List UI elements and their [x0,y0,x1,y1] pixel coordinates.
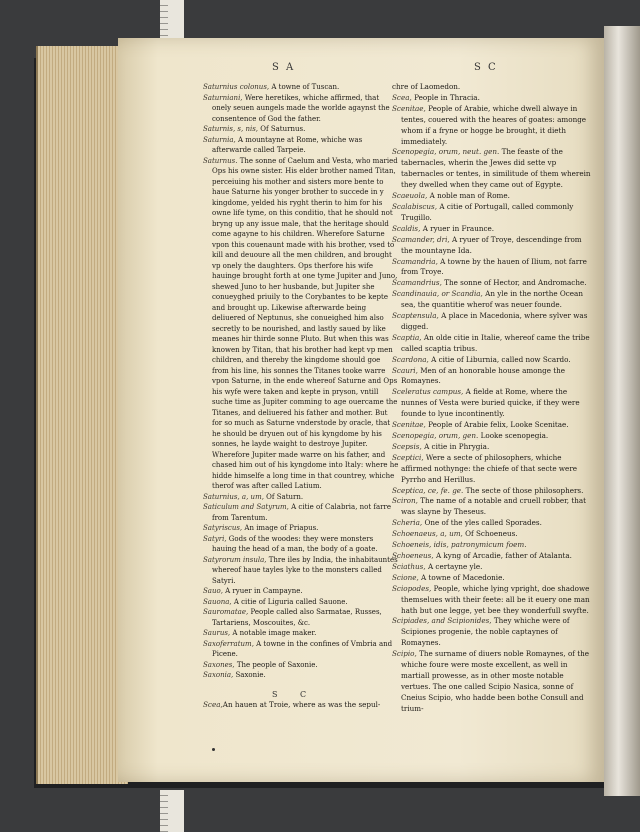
entry-headword: Sceptica, ce, fe. ge. [392,485,464,495]
entry-text: One of the yles called Sporades. [424,518,542,528]
entry-text: A towne by the hauen of Ilium, not farre from Troye. [401,256,587,277]
entry-text: An image of Priapus. [244,524,319,532]
entry-text: A citie of Portugall, called commonly Trugillo. [401,201,574,222]
entry-text: Were a secte of philosophers, whiche affirmed nothynge: the chiefe of that secte were Pyrrho and Herillus. [401,452,578,484]
entry-text: The secte of those philosophers. [465,485,584,495]
entry-text: Of Saturn. [266,492,304,501]
dictionary-entry [392,540,592,551]
entry-headword: Scalabiscus, [392,201,438,211]
dictionary-entry [203,156,399,492]
dictionary-entry [392,235,592,257]
entry-text: A towne in the confines of Vmbria and Picene. [212,639,393,658]
dictionary-entry [203,523,399,534]
entry-text: A fielde at Rome, where the nunnes of Vesta were buried quicke, if they were founde to lyue incontinently. [401,387,580,419]
entry-headword: Sauo, [203,587,223,595]
dictionary-entry [392,202,592,224]
entry-text: A notable image maker. [232,629,317,637]
dictionary-entry [392,104,592,148]
entry-headword: Scea, [392,92,412,102]
dictionary-entry [392,82,592,93]
entry-text: Thre iles by India, the inhabitauntes whereof haue tayles lyke to the monsters called Satyri. [212,555,398,585]
entry-headword: Scaeuola, [392,191,428,201]
dictionary-entry [392,224,592,235]
entry-headword: Saxoferratum, [203,639,254,648]
dictionary-entry [392,496,592,518]
entry-headword: Scione, [392,572,419,582]
dictionary-entry [203,628,399,639]
entry-headword: Scenopegia, orum, neut. gen. [392,147,500,157]
entry-text: A ryuer in Campayne. [225,587,303,595]
entry-headword: Scamandria, [392,256,438,266]
entry-text: Saxonie. [235,671,266,679]
entry-headword: Scenopegia, orum, gen. [392,431,479,440]
dictionary-entry [392,442,592,453]
entry-text: A ryuer of Troye, descendinge from the mountayne Ida. [401,234,582,255]
entry-headword: Schoeneus, [392,550,434,560]
entry-headword: Sciron, [392,496,418,506]
entry-text: A citie of Calabria, not farre from Tarentum. [212,503,392,522]
entry-text: People called also Sarmatae, Russes, Tartariens, Moscouites, &c. [212,608,382,627]
entry-text: chre of Laomedon. [392,82,461,91]
entry-text: A towne of Macedonie. [421,572,505,582]
dictionary-entry [392,616,592,649]
entry-text: People, whiche lying vpright, doe shadowe themselues with their feete: all be it euery one man hath but one legge, yet bee they wonderfull swyfte. [401,583,590,615]
entry-headword: Saturniani, [203,93,243,102]
entry-text: People in Thracia. [414,92,480,102]
entry-headword: Satyri, [203,534,227,543]
entry-headword: Scipiades, and Scipionides, [392,616,492,626]
dictionary-entry [392,584,592,617]
entry-text: A towne of Tuscan. [271,83,340,91]
dictionary-entry [392,333,592,355]
entry-headword: Scamandrius, [392,278,442,288]
entry-text: A noble man of Rome. [429,191,510,201]
entry-text: A place in Macedonia, where sylver was digged. [401,311,588,331]
dictionary-entry [203,586,399,597]
entry-headword: Satyriscus, [203,524,243,532]
entry-text: The feaste of the tabernacles, wherin the Jewes did sette vp tabernacles or tentes, in similitude of them wherein they dwelled when they came out of Egypte. [401,147,591,190]
dictionary-entry [392,431,592,442]
entry-text: People of Arabie felix, Looke Scenitae. [428,420,569,430]
entry-headword: Saturnus. [203,156,238,165]
dictionary-entry [392,518,592,529]
entry-text: The surname of diuers noble Romaynes, of the whiche foure were moste excellent, as well in martiall prowesse, as in other moste notable vertues. The one called Scipio Nasica, sonne of Cneius Scipio, who hadde been bothe Consull and trium- [401,649,589,713]
entry-headword: Scenitae, [392,420,426,430]
entry-headword: Sciathus, [392,561,426,571]
facing-page-edge [604,26,640,796]
dictionary-entry [392,453,592,486]
dictionary-entry [203,639,399,660]
entry-headword: Scea, [203,700,223,709]
entry-headword: Sauromatae, [203,608,249,616]
entry-text: An yle in the northe Ocean sea, the quantitie wherof was neuer founde. [401,289,583,310]
entry-headword: Sceleratus campus, [392,387,464,397]
entry-text: Of Schoeneus. [465,529,518,539]
dictionary-entry [392,562,592,573]
dictionary-entry [392,420,592,431]
dictionary-entry [392,289,592,311]
entry-text: Men of an honorable house amonge the Romaynes. [401,365,566,386]
entry-text: An hauen at Troie, where as was the sepul- [222,700,381,709]
entry-headword: Saxonia, [203,671,234,679]
left-column [203,82,399,681]
signature-mark: S C [272,690,317,699]
entry-text: Were heretikes, whiche affirmed, that onely seuen aungels made the worlde agaynst the consentence of God the father. [212,93,390,123]
dictionary-entry [203,93,399,125]
entry-headword: Schoeneis, idis, patronymicum foem. [392,540,527,550]
entry-headword: Scepsis, [392,441,422,451]
dictionary-entry [203,124,399,135]
entry-text: Looke scenopegia. [480,431,549,440]
entry-text: A ryuer in Fraunce. [422,223,495,233]
entry-headword: Sceptici, [392,452,424,462]
dictionary-entry [203,534,399,555]
entry-headword: Scandinauia, or Scandia, [392,289,483,299]
entry-headword: Saturnius, a, um, [203,492,264,501]
dictionary-entry [203,597,399,608]
entry-headword: Scipio, [392,649,417,659]
entry-headword: Sauona, [203,597,232,606]
dictionary-entry [392,529,592,540]
entry-headword: Saurus, [203,629,231,637]
dictionary-entry [392,257,592,279]
dictionary-entry [203,607,399,628]
dictionary-entry [203,670,399,681]
dictionary-entry [392,649,592,714]
entry-text: A mountayne at Rome, whiche was afterwarde called Tarpeie. [212,135,363,154]
entry-headword: Scamander, dri, [392,234,450,244]
entry-headword: Scaldis, [392,223,421,233]
dictionary-entry [203,660,399,671]
page-edges [36,46,128,784]
entry-headword: Saticulum and Satyrum, [203,503,289,511]
dictionary-entry [392,93,592,104]
entry-headword: Scheria, [392,518,423,528]
entry-headword: Schoenaeus, a, um, [392,529,463,539]
dictionary-entry [392,355,592,366]
dictionary-entry [392,366,592,388]
entry-headword: Scaptia, [392,332,422,342]
entry-text: People of Arabie, whiche dwell alwaye in tentes, couered with the heares of goates: amonge whom if a fryne or hogge be brought, it dieth immediately. [401,103,587,146]
entry-headword: Saturnius colonus, [203,83,270,91]
right-column [392,82,592,715]
entry-headword: Sciopodes, [392,583,432,593]
entry-text: A citie of Liguria called Sauone. [233,597,348,606]
entry-headword: Saxones, [203,660,235,669]
dictionary-entry [392,191,592,202]
entry-headword: Scaptensula, [392,311,439,321]
dictionary-entry [392,387,592,420]
entry-text: They whiche were of Scipiones progenie, the noble captaynes of Romaynes. [401,616,570,648]
entry-text: The sonne of Caelum and Vesta, who maried Ops his owne sister. His elder brother named Titan, perceiuing his mother and sisters more bente to haue Saturne his yonger brother to succede in y kingdome, yelded his ryght therin to him for his owne life tyme, on this conditio, that he should not bryng up any issue male, that the heritage should come agayne to his children. Wherefore Saturne vpon this couenaunt made with his brother, vsed to kill and deuoure all the men children, and brought vp onely the daughters. Ops therfore his wife hauinge brought forth at one tyme Jupiter and Juno, shewed Juno to her husbande, but Jupiter she conueyghed priuily to the Corybantes to be kepte and brought up. Likewise afterwarde being deliuered of Neptunus, she conueighed him also secretly to be nourished, and lastly saued by like meanes hir thirde sonne Pluto. But when this was knowen by Titan, that his brother had kept vp men children, and thereby the kingdome should goe from his line, his sonnes the Titanes tooke warre vpon Saturne, in the ende whereof Saturne and Ops his wyfe were taken and kepte in pryson, vntill suche time as Jupiter comming to age ouercame the Titanes, and deliuered his father and mother. But for so much as Saturne vnderstode by oracle, that he should be dryuen out of his kyngdome by his sonnes, he layde waight to destroye Jupiter. Wherefore Jupiter made warre on his father, and chased him out of his kyngdome into Italy: where he hidde himselfe a long time in that countrey, whiche therof was after called Latium. [212,156,399,490]
entry-headword: Saturnia, [203,135,236,144]
dictionary-entry [203,502,399,523]
dictionary-entry [392,486,592,497]
entry-headword: Satyrorum insula, [203,555,267,564]
dictionary-entry [392,147,592,191]
entry-text: A citie in Phrygia. [424,441,490,451]
running-head-left: S A [272,62,296,73]
entry-text: An olde citie in Italie, whereof came the tribe called scaptia tribus. [401,332,590,353]
dictionary-entry [392,551,592,562]
ruler-top [160,0,184,38]
dictionary-entry [392,311,592,333]
dictionary-entry [392,278,592,289]
dictionary-entry [392,573,592,584]
dictionary-entry [203,82,399,93]
running-head-right: S C [474,62,498,73]
dictionary-entry [203,135,399,156]
entry-headword: Scauri, [392,365,418,375]
entry-text: A kyng of Arcadie, father of Atalanta. [435,550,572,560]
entry-text: Gods of the woodes: they were monsters hauing the head of a man, the body of a goate. [212,534,378,553]
page-speck [212,748,215,751]
left-column-catchline [203,700,393,711]
entry-headword: Saturnis, s, nis, [203,125,259,133]
dictionary-entry [203,555,399,587]
entry-headword: Scenitae, [392,103,426,113]
ruler-bottom [160,790,184,832]
dictionary-entry [203,492,399,503]
entry-text: Of Saturnus. [260,125,306,133]
entry-headword: Scardona, [392,354,429,364]
entry-text: A citie of Liburnia, called now Scardo. [431,354,571,364]
entry-text: The sonne of Hector, and Andromache. [444,278,587,288]
entry-text: The name of a notable and cruell robber, that was slayne by Theseus. [401,496,587,517]
entry-text: A certayne yle. [427,561,483,571]
entry-text: The people of Saxonie. [236,660,318,669]
